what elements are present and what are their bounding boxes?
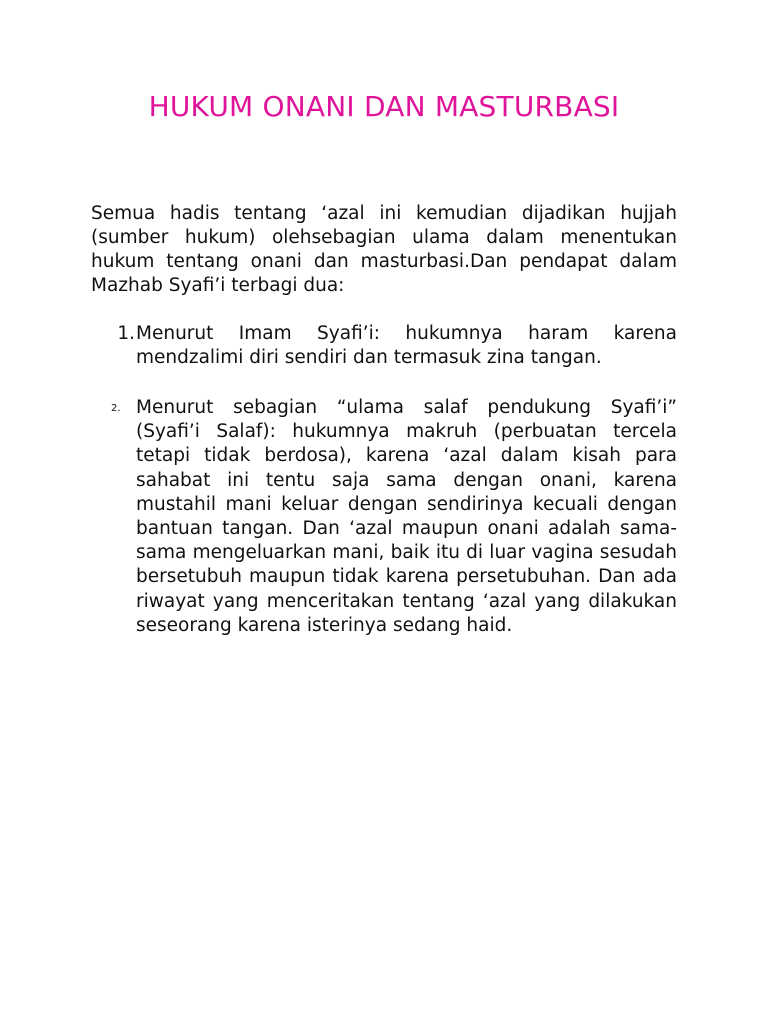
list-marker: 1. (117, 323, 135, 344)
document-title: HUKUM ONANI DAN MASTURBASI (148, 90, 620, 123)
list-marker: 2. (111, 403, 121, 414)
list-item (91, 396, 677, 638)
intro-paragraph: Semua hadis tentang ‘azal ini kemudian dijadikan hujjah (sumber hukum) olehsebagian ulama dalam menentukan hukum tentang onani dan masturbasi.Dan pendapat dalam Mazhab Syafi’i terbagi dua: (91, 203, 677, 296)
list-item (91, 322, 677, 370)
list-item-text: Menurut sebagian “ulama salaf pendukung Syafi’i” (Syafi’i Salaf): hukumnya makruh (perbuatan tercela tetapi tidak berdosa), karena ‘azal dalam kisah para sahabat ini tentu saja sama dengan onani, karena mustahil mani keluar dengan sendirinya kecuali dengan bantuan tangan. Dan ‘azal maupun onani adalah sama-sama mengeluarkan mani, baik itu di luar vagina sesudah bersetubuh maupun tidak karena persetubuhan. Dan ada riwayat yang menceritakan tentang ‘azal yang dilakukan seseorang karena isterinya sedang haid. (136, 397, 677, 636)
list-item-text: Menurut Imam Syafi’i: hukumnya haram karena mendzalimi diri sendiri dan termasuk zina tangan. (136, 323, 677, 369)
